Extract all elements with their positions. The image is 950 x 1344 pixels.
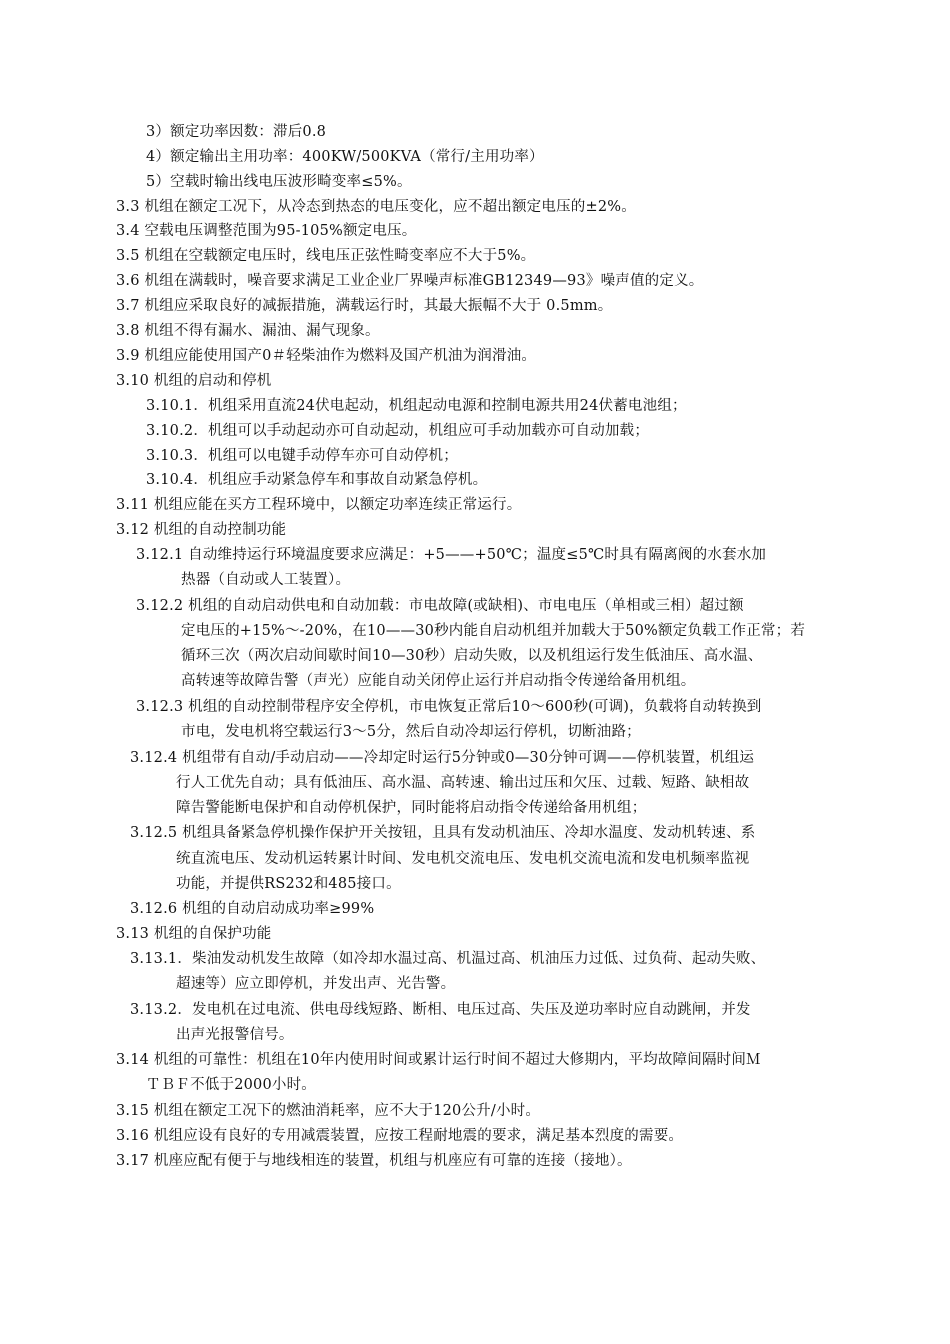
text-line: 3.7 机组应采取良好的减振措施，满载运行时，其最大振幅不大于 0.5mm。 [116,298,613,314]
text-line: 3.12.5 机组具备紧急停机操作保护开关按钮，且具有发动机油压、冷却水温度、发动机转速、系 [130,825,756,841]
text-line: 热器（自动或人工装置）。 [181,572,351,588]
text-line: 3.14 机组的可靠性：机组在10年内使用时间或累计运行时间不超过大修期内，平均故障间隔时间Ｍ [116,1052,761,1068]
text-line: 定电压的+15%～-20%，在10——30秒内能自启动机组并加载大于50%额定负载工作正常；若 [181,623,806,639]
text-line: 功能，并提供RS232和485接口。 [176,876,401,892]
text-line: 3.12.4 机组带有自动/手动启动——冷却定时运行5分钟或0—30分钟可调——停机装置，机组运 [130,750,755,766]
text-line: 3.12.2 机组的自动启动供电和自动加载：市电故障(或缺相)、市电电压（单相或三相）超过额 [136,598,744,614]
text-line: 3.8 机组不得有漏水、漏油、漏气现象。 [116,323,380,339]
text-line: 3.10.1．机组采用直流24伏电起动，机组起动电源和控制电源共用24伏蓄电池组； [146,398,687,414]
text-line: 3.10.2．机组可以手动起动亦可自动起动，机组应可手动加载亦可自动加载； [146,423,650,439]
text-line: 行人工优先自动；具有低油压、高水温、高转速、输出过压和欠压、过载、短路、缺相故 [176,775,750,791]
text-line: 3.13 机组的自保护功能 [116,926,272,942]
text-line: 3.15 机组在额定工况下的燃油消耗率，应不大于120公升/小时。 [116,1103,541,1119]
text-line: 3.10 机组的启动和停机 [116,373,272,389]
text-line: 3.12.1 自动维持运行环境温度要求应满足：+5——+50℃；温度≤5℃时具有隔离阀的水套水加 [136,547,767,563]
text-line: 3.5 机组在空载额定电压时，线电压正弦性畸变率应不大于5%。 [116,248,536,264]
text-line: 出声光报警信号。 [176,1027,294,1043]
text-line: 3.10.3．机组可以电键手动停车亦可自动停机； [146,448,458,464]
text-line: 3.13.1．柴油发动机发生故障（如冷却水温过高、机温过高、机油压力过低、过负荷、起动失败、 [130,951,766,967]
text-line: ＴＢＦ不低于2000小时。 [146,1077,317,1093]
text-line: 3.3 机组在额定工况下，从冷态到热态的电压变化，应不超出额定电压的±2%。 [116,199,636,215]
text-line: 统直流电压、发动机运转累计时间、发电机交流电压、发电机交流电流和发电机频率监视 [176,851,750,867]
text-line: 5）空载时输出线电压波形畸变率≤5%。 [146,174,412,190]
text-line: 3.11 机组应能在买方工程环境中，以额定功率连续正常运行。 [116,497,522,513]
text-line: 3.16 机组应设有良好的专用减震装置，应按工程耐地震的要求，满足基本烈度的需要。 [116,1128,684,1144]
text-line: 3.12 机组的自动控制功能 [116,522,287,538]
text-line: 3.6 机组在满载时，噪音要求满足工业企业厂界噪声标准GB12349—93》噪声值的定义。 [116,273,704,289]
text-line: 3.17 机座应配有便于与地线相连的装置，机组与机座应有可靠的连接（接地）。 [116,1153,632,1169]
text-line: 超速等）应立即停机，并发出声、光告警。 [176,976,456,992]
text-line: 3.13.2．发电机在过电流、供电母线短路、断相、电压过高、失压及逆功率时应自动跳闸，并发 [130,1002,751,1018]
text-line: 3.4 空载电压调整范围为95-105%额定电压。 [116,223,417,239]
text-line: 3）额定功率因数：滞后0.8 [146,124,327,140]
text-line: 3.12.3 机组的自动控制带程序安全停机，市电恢复正常后10～600秒(可调)，负载将自动转换到 [136,699,762,715]
text-line: 3.12.6 机组的自动启动成功率≥99% [130,901,375,917]
text-line: 高转速等故障告警（声光）应能自动关闭停止运行并启动指令传递给备用机组。 [181,673,696,689]
text-line: 4）额定输出主用功率：400KW/500KVA（常行/主用功率） [146,149,544,165]
text-line: 循环三次（两次启动间歇时间10—30秒）启动失败，以及机组运行发生低油压、高水温、 [181,648,763,664]
text-line: 市电，发电机将空载运行3～5分，然后自动冷却运行停机，切断油路； [181,724,641,740]
text-line: 3.10.4．机组应手动紧急停车和事故自动紧急停机。 [146,472,488,488]
text-line: 3.9 机组应能使用国产0＃轻柴油作为燃料及国产机油为润滑油。 [116,348,537,364]
text-line: 障告警能断电保护和自动停机保护，同时能将启动指令传递给备用机组； [176,800,647,816]
